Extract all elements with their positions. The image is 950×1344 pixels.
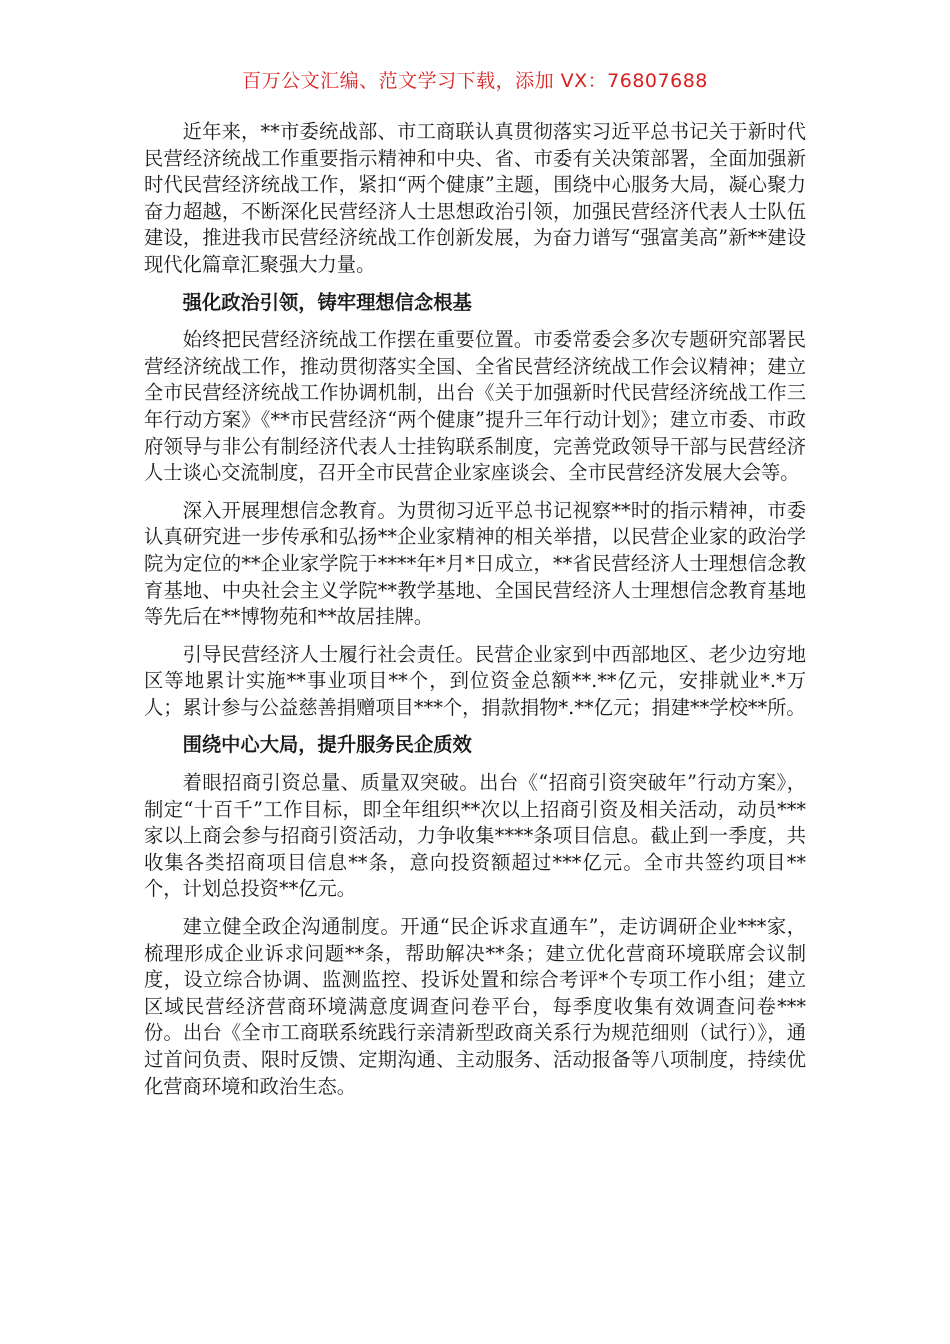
- paragraph-ideals-education: 深入开展理想信念教育。为贯彻习近平总书记视察**时的指示精神，市委认真研究进一步传承和弘扬**企业家精神的相关举措，以民营企业家的政治学院为定位的**企业家学院于****年*月*日成立，**省民营经济人士理想信念教育基地、中央社会主义学院**教学基地、全国民营经济人士理想信念教育基地等先后在**博物苑和**故居挂牌。: [144, 498, 806, 629]
- page-header-banner: 百万公文汇编、范文学习下载，添加 VX：76807688: [242, 70, 708, 92]
- document-body: [144, 119, 806, 1111]
- paragraph-investment: 着眼招商引资总量、质量双突破。出台《“招商引资突破年”行动方案》，制定“十百千”工作目标，即全年组织**次以上招商引资及相关活动，动员***家以上商会参与招商引资活动，力争收集****条项目信息。截止到一季度，共收集各类招商项目信息**条，意向投资额超过***亿元。全市共签约项目**个，计划总投资**亿元。: [144, 771, 806, 901]
- paragraph-intro: 近年来，**市委统战部、市工商联认真贯彻落实习近平总书记关于新时代民营经济统战工作重要指示精神和中央、省、市委有关决策部署，全面加强新时代民营经济统战工作，紧扣“两个健康”主题，围绕中心服务大局，凝心聚力奋力超越，不断深化民营经济人士思想政治引领，加强民营经济代表人士队伍建设，推进我市民营经济统战工作创新发展，为奋力谱写“强富美高”新**建设现代化篇章汇聚强大力量。: [144, 120, 806, 276]
- paragraph-social-responsibility: 引导民营经济人士履行社会责任。民营企业家到中西部地区、老少边穷地区等地累计实施**事业项目**个，到位资金总额**.**亿元，安排就业*.*万人；累计参与公益慈善捐赠项目***个，捐款捐物*.**亿元；捐建**学校**所。: [144, 642, 806, 719]
- section-heading-service-quality: 围绕中心大局，提升服务民企质效: [182, 733, 472, 757]
- paragraph-communication-system: 建立健全政企沟通制度。开通“民企诉求直通车”，走访调研企业***家，梳理形成企业诉求问题**条，帮助解决**条；建立优化营商环境联席会议制度，设立综合协调、监测监控、投诉处置和综合考评*个专项工作小组；建立区域民营经济营商环境满意度调查问卷平台，每季度收集有效调查问卷***份。出台《全市工商联系统践行亲清新型政商关系行为规范细则（试行）》，通过首问负责、限时反馈、定期沟通、主动服务、活动报备等八项制度，持续优化营商环境和政治生态。: [144, 915, 806, 1098]
- paragraph-priority: 始终把民营经济统战工作摆在重要位置。市委常委会多次专题研究部署民营经济统战工作，推动贯彻落实全国、全省民营经济统战工作会议精神；建立全市民营经济统战工作协调机制，出台《关于加强新时代民营经济统战工作三年行动方案》《**市民营经济“两个健康”提升三年行动计划》；建立市委、市政府领导与非公有制经济代表人士挂钩联系制度，完善党政领导干部与民营经济人士谈心交流制度，召开全市民营企业家座谈会、全市民营经济发展大会等。: [144, 328, 806, 485]
- section-heading-political-guidance: 强化政治引领，铸牢理想信念根基: [182, 290, 472, 314]
